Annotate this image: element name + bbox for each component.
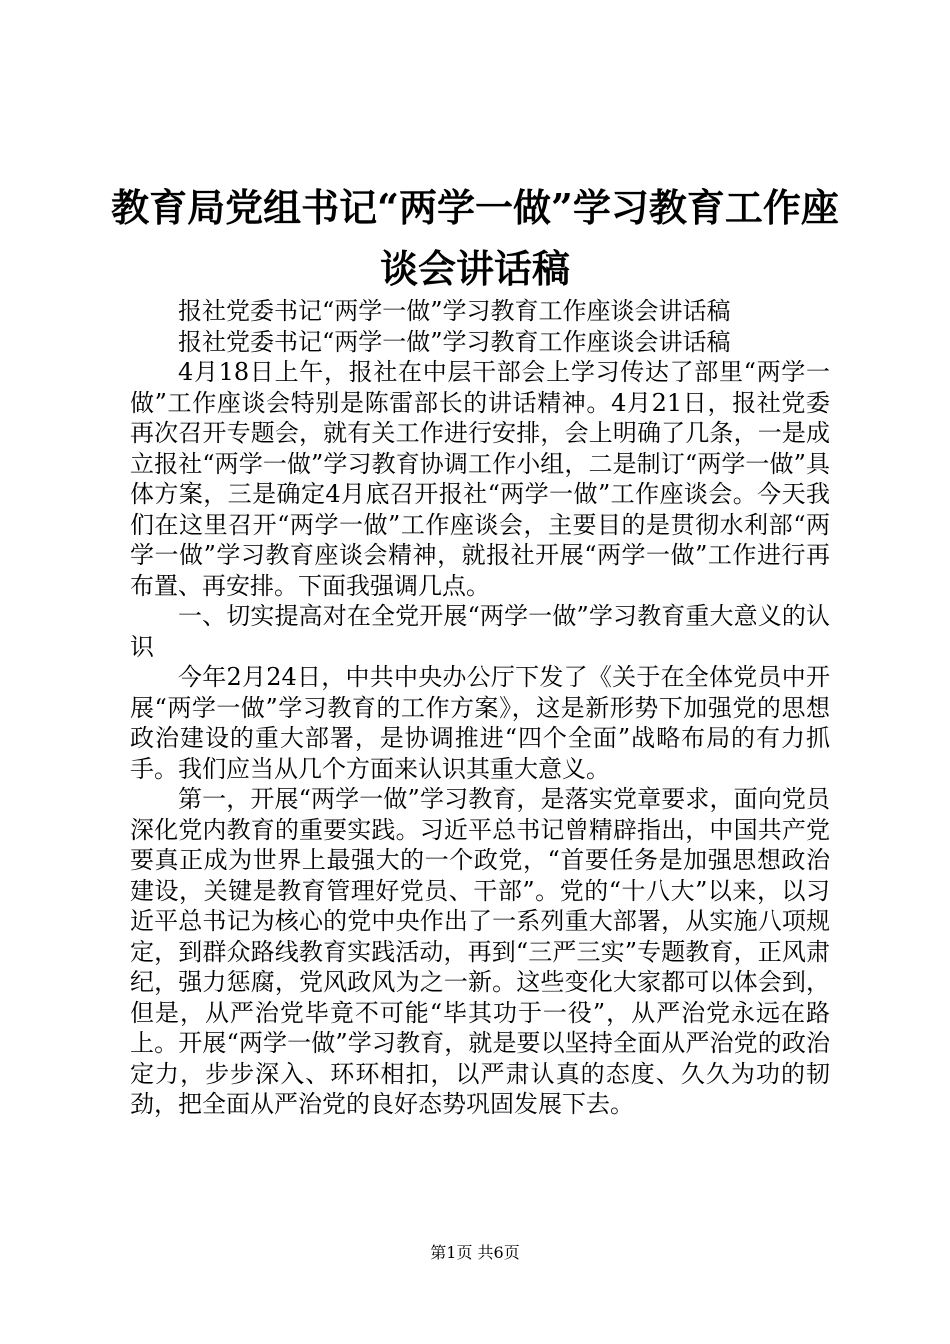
paragraph: 4月18日上午，报社在中层干部会上学习传达了部里“两学一做”工作座谈会特别是陈雷部长的讲话精神。4月21日，报社党委再次召开专题会，就有关工作进行安排，会上明确了几条，一是成立报社“两学一做”学习教育协调工作小组，二是制订“两学一做”具体方案，三是确定4月底召开报社“两学一做”工作座谈会。今天我们在这里召开“两学一做”工作座谈会，主要目的是贯彻水利部“两学一做”学习教育座谈会精神，就报社开展“两学一做”工作进行再布置、再安排。下面我强调几点。 (130, 358, 830, 600)
paragraph: 报社党委书记“两学一做”学习教育工作座谈会讲话稿 (178, 327, 731, 356)
document-title-line-1: 教育局党组书记“两学一做”学习教育工作座 (111, 185, 839, 230)
paragraph: 今年2月24日，中共中央办公厅下发了《关于在全体党员中开展“两学一做”学习教育的工作方案》，这是新形势下加强党的思想政治建设的重大部署，是协调推进“四个全面”战略布局的有力抓手。我们应当从几个方面来认识其重大意义。 (130, 663, 830, 783)
paragraph: 报社党委书记“两学一做”学习教育工作座谈会讲话稿 (178, 297, 731, 325)
page-footer: 第1页 共6页 (430, 1243, 520, 1262)
document-title-line-2: 谈会讲话稿 (379, 246, 570, 291)
paragraph: 第一，开展“两学一做”学习教育，是落实党章要求，面向党员深化党内教育的重要实践。习近平总书记曾精辟指出，中国共产党要真正成为世界上最强大的一个政党，“首要任务是加强思想政治建设，关键是教育管理好党员、干部”。党的“十八大”以来，以习近平总书记为核心的党中央作出了一系列重大部署，从实施八项规定，到群众路线教育实践活动，再到“三严三实”专题教育，正风肃纪，强力惩腐，党风政风为之一新。这些变化大家都可以体会到，但是，从严治党毕竟不可能“毕其功于一役”，从严治党永远在路上。开展“两学一做”学习教育，就是要以坚持全面从严治党的政治定力，步步深入、环环相扣，以严肃认真的态度、久久为功的韧劲，把全面从严治党的良好态势巩固发展下去。 (130, 785, 830, 1118)
document-body (130, 296, 830, 1120)
section-heading: 一、切实提高对在全党开展“两学一做”学习教育重大意义的认识 (130, 602, 830, 661)
